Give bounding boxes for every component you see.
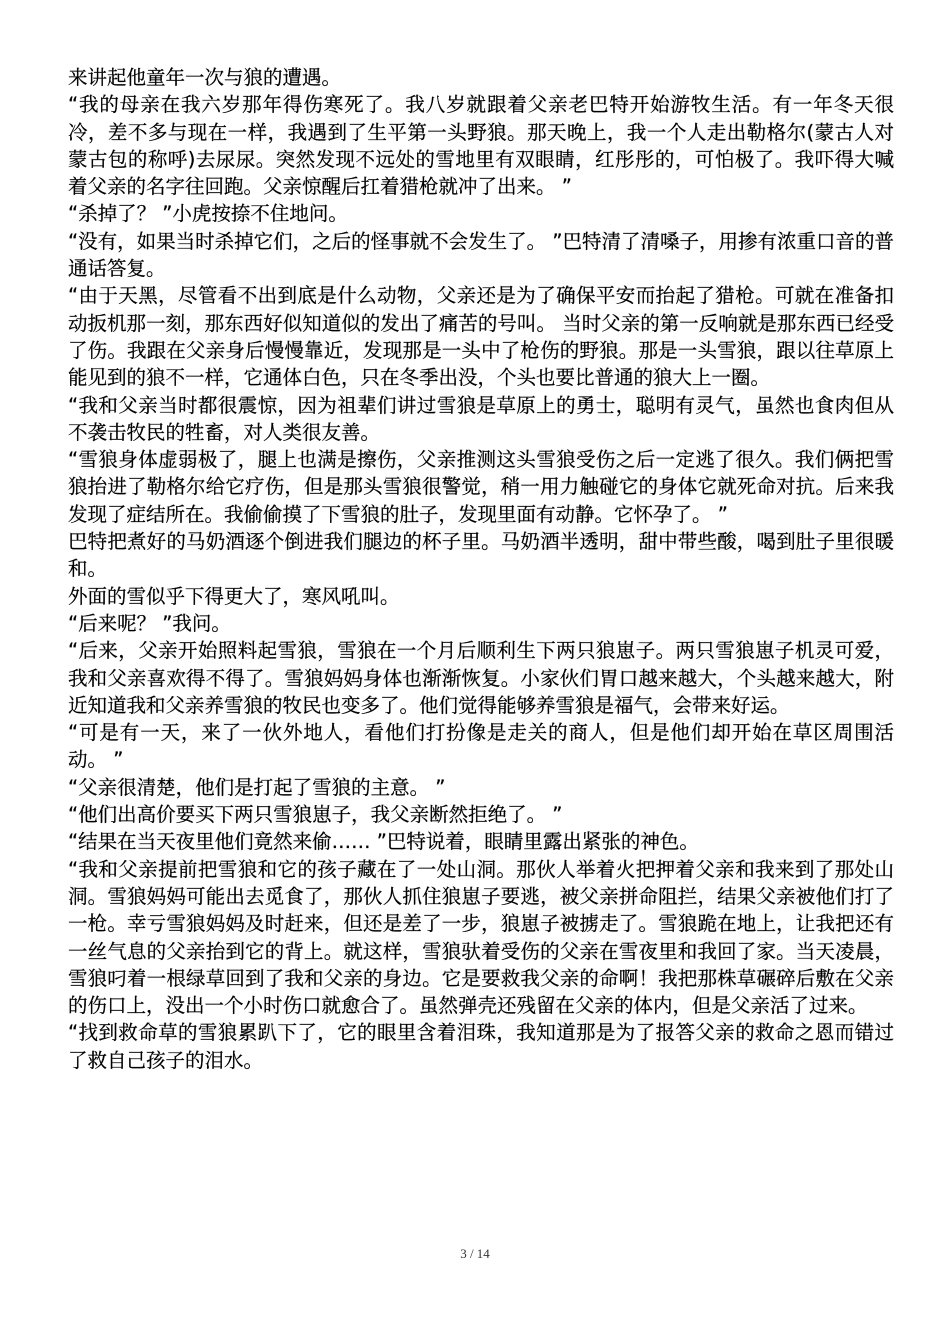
paragraph: “他们出高价要买下两只雪狼崽子，我父亲断然拒绝了。 ” bbox=[68, 803, 563, 827]
paragraph: “后来，父亲开始照料起雪狼，雪狼在一个月后顺利生下两只狼崽子。两只雪狼崽子机灵可爱，我和父亲喜欢得不得了。雪狼妈妈身体也渐渐恢复。小家伙们胃口越来越大，个头越来越大，附近知道我和父亲养雪狼的牧民也变多了。他们觉得能够养雪狼是福气，会带来好运。 bbox=[68, 639, 894, 717]
paragraph: “雪狼身体虚弱极了，腿上也满是擦伤，父亲推测这头雪狼受伤之后一定逃了很久。我们俩把雪狼抬进了勒格尔给它疗伤，但是那头雪狼很警觉，稍一用力触碰它的身体它就死命对抗。后来我发现了症结所在。我偷偷摸了下雪狼的肚子，发现里面有动静。它怀孕了。 ” bbox=[68, 448, 894, 526]
page-number: 3 / 14 bbox=[460, 1246, 490, 1261]
paragraph: “后来呢？ ”我问。 bbox=[68, 611, 231, 635]
paragraph: “找到救命草的雪狼累趴下了，它的眼里含着泪珠，我知道那是为了报答父亲的救命之恩而错过了救自己孩子的泪水。 bbox=[68, 1021, 894, 1072]
paragraph: “父亲很清楚，他们是打起了雪狼的主意。 ” bbox=[68, 775, 446, 799]
paragraph: “我和父亲提前把雪狼和它的孩子藏在了一处山洞。那伙人举着火把押着父亲和我来到了那处山洞。雪狼妈妈可能出去觅食了，那伙人抓住狼崽子要逃，被父亲拼命阻拦，结果父亲被他们打了一枪。幸亏雪狼妈妈及时赶来，但还是差了一步，狼崽子被掳走了。雪狼跪在地上，让我把还有一丝气息的父亲抬到它的背上。就这样，雪狼驮着受伤的父亲在雪夜里和我回了家。当天凌晨，雪狼叼着一根绿草回到了我和父亲的身边。它是要救我父亲的命啊！我把那株草碾碎后敷在父亲的伤口上，没出一个小时伤口就愈合了。虽然弹壳还残留在父亲的体内，但是父亲活了过来。 bbox=[68, 857, 894, 1018]
paragraph: “可是有一天，来了一伙外地人，看他们打扮像是走关的商人，但是他们却开始在草区周围活动。 ” bbox=[68, 721, 894, 772]
document-body bbox=[68, 64, 894, 1074]
paragraph: 来讲起他童年一次与狼的遭遇。 bbox=[68, 66, 342, 89]
paragraph: “由于天黑，尽管看不出到底是什么动物，父亲还是为了确保平安而抬起了猎枪。可就在准备扣动扳机那一刻，那东西好似知道似的发出了痛苦的号叫。 当时父亲的第一反响就是那东西已经受了伤。我跟在父亲身后慢慢靠近，发现那是一头中了枪伤的野狼。那是一头雪狼，跟以往草原上能见到的狼不一样，它通体白色，只在冬季出没，个头也要比普通的狼大上一圈。 bbox=[68, 284, 894, 390]
paragraph: 巴特把煮好的马奶酒逐个倒进我们腿边的杯子里。马奶酒半透明，甜中带些酸，喝到肚子里很暖和。 bbox=[68, 530, 894, 581]
paragraph: “杀掉了？ ”小虎按捺不住地问。 bbox=[68, 202, 348, 226]
paragraph: “没有，如果当时杀掉它们，之后的怪事就不会发生了。 ”巴特清了清嗓子，用掺有浓重口音的普通话答复。 bbox=[68, 229, 894, 281]
paragraph: 外面的雪似乎下得更大了，寒风吼叫。 bbox=[68, 584, 400, 608]
paragraph: “我的母亲在我六岁那年得伤寒死了。我八岁就跟着父亲老巴特开始游牧生活。有一年冬天很冷，差不多与现在一样，我遇到了生平第一头野狼。那天晚上，我一个人走出勒格尔(蒙古人对蒙古包的称呼)去尿尿。突然发现不远处的雪地里有双眼睛，红彤彤的，可怕极了。我吓得大喊着父亲的名字往回跑。父亲惊醒后扛着猎枪就冲了出来。 ” bbox=[68, 93, 894, 199]
paragraph: “结果在当天夜里他们竟然来偷…… ”巴特说着，眼睛里露出紧张的神色。 bbox=[68, 830, 699, 854]
paragraph: “我和父亲当时都很震惊，因为祖辈们讲过雪狼是草原上的勇士，聪明有灵气，虽然也食肉但从不袭击牧民的牲畜，对人类很友善。 bbox=[68, 393, 894, 444]
